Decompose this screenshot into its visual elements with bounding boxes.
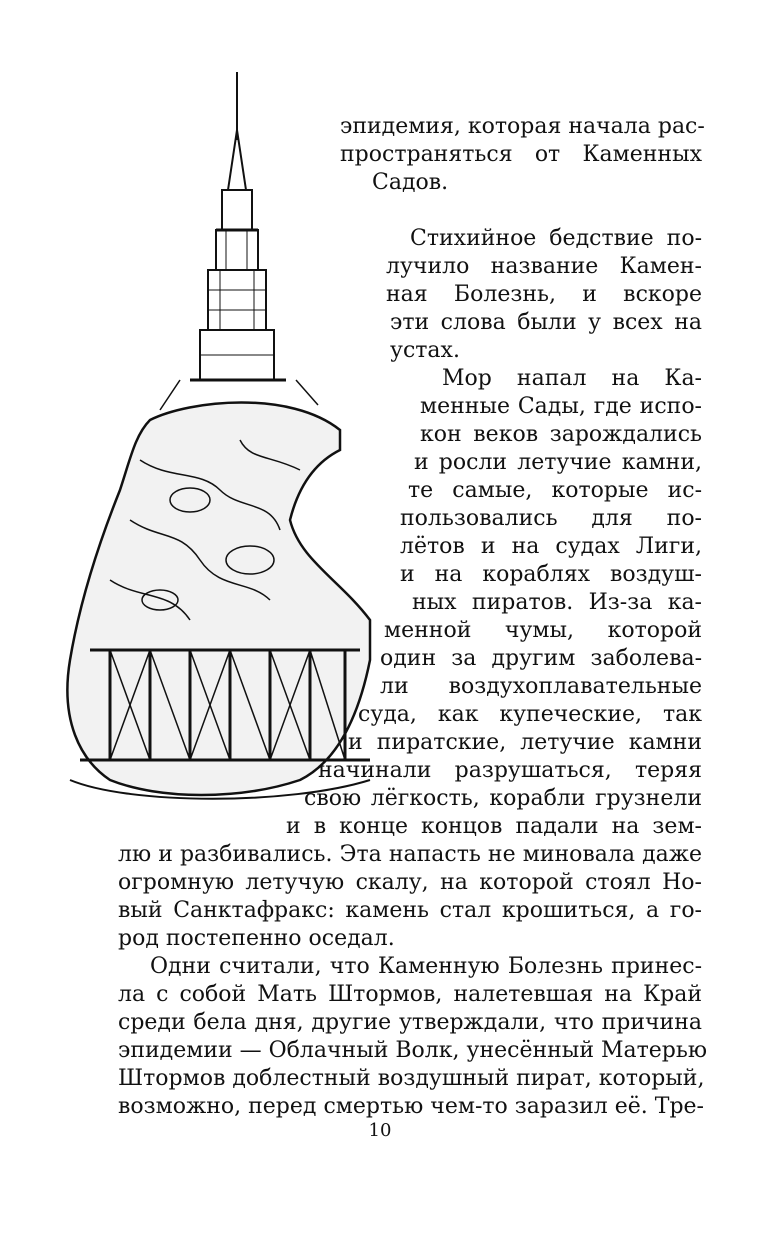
text-line: Мор напал на Ка- [442, 366, 702, 391]
text-line: лю и разбивались. Эта напасть не миновала даже [118, 842, 702, 867]
text-line: лучило название Камен- [386, 254, 702, 279]
text-line: и пиратские, летучие камни [348, 730, 702, 755]
text-line: ла с собой Мать Штормов, налетевшая на Край [118, 982, 702, 1007]
text-line: лётов и на судах Лиги, [400, 534, 702, 559]
text-line: начинали разрушаться, теряя [318, 758, 702, 783]
text-line: Штормов доблестный воздушный пират, который, [118, 1066, 705, 1091]
text-line: суда, как купеческие, так [358, 702, 702, 727]
text-line: ных пиратов. Из-за ка- [412, 590, 702, 615]
text-line: те самые, которые ис- [408, 478, 702, 503]
text-line: и на кораблях воздуш- [400, 562, 702, 587]
text-line: кон веков зарождались [420, 422, 702, 447]
text-line: и росли летучие камни, [414, 450, 702, 475]
text-line: эти слова были у всех на [390, 310, 702, 335]
text-line: свою лёгкость, корабли грузнели [304, 786, 702, 811]
page-number: 10 [368, 1120, 392, 1141]
text-line: один за другим заболева- [380, 646, 702, 671]
text-line: возможно, перед смертью чем-то заразил её. Тре- [118, 1094, 704, 1119]
text-line: ная Болезнь, и вскоре [386, 282, 702, 307]
text-line: пользовались для по- [400, 506, 702, 531]
text-line: эпидемия, которая начала рас- [340, 114, 705, 139]
text-line: пространяться от Каменных [340, 142, 702, 167]
paragraph-first-line: Одни считали, что Каменную Болезнь принес- [150, 954, 702, 979]
text-line: род постепенно оседал. [118, 926, 395, 951]
text-line: и в конце концов падали на зем- [286, 814, 702, 839]
text-line: менные Сады, где испо- [420, 394, 702, 419]
text-line: огромную летучую скалу, на которой стоял Но- [118, 870, 702, 895]
text-line: менной чумы, которой [384, 618, 702, 643]
text-line: эпидемии — Облачный Волк, унесённый Матерью [118, 1038, 708, 1063]
text-line: ли воздухоплавательные [380, 674, 702, 699]
text-line: вый Санктафракс: камень стал крошиться, а го- [118, 898, 702, 923]
text-line: среди бела дня, другие утверждали, что причина [118, 1010, 702, 1035]
tower-illustration [40, 60, 390, 810]
text-line: устах. [390, 338, 460, 363]
text-line: Садов. [372, 170, 449, 195]
text-line: Стихийное бедствие по- [410, 226, 702, 251]
